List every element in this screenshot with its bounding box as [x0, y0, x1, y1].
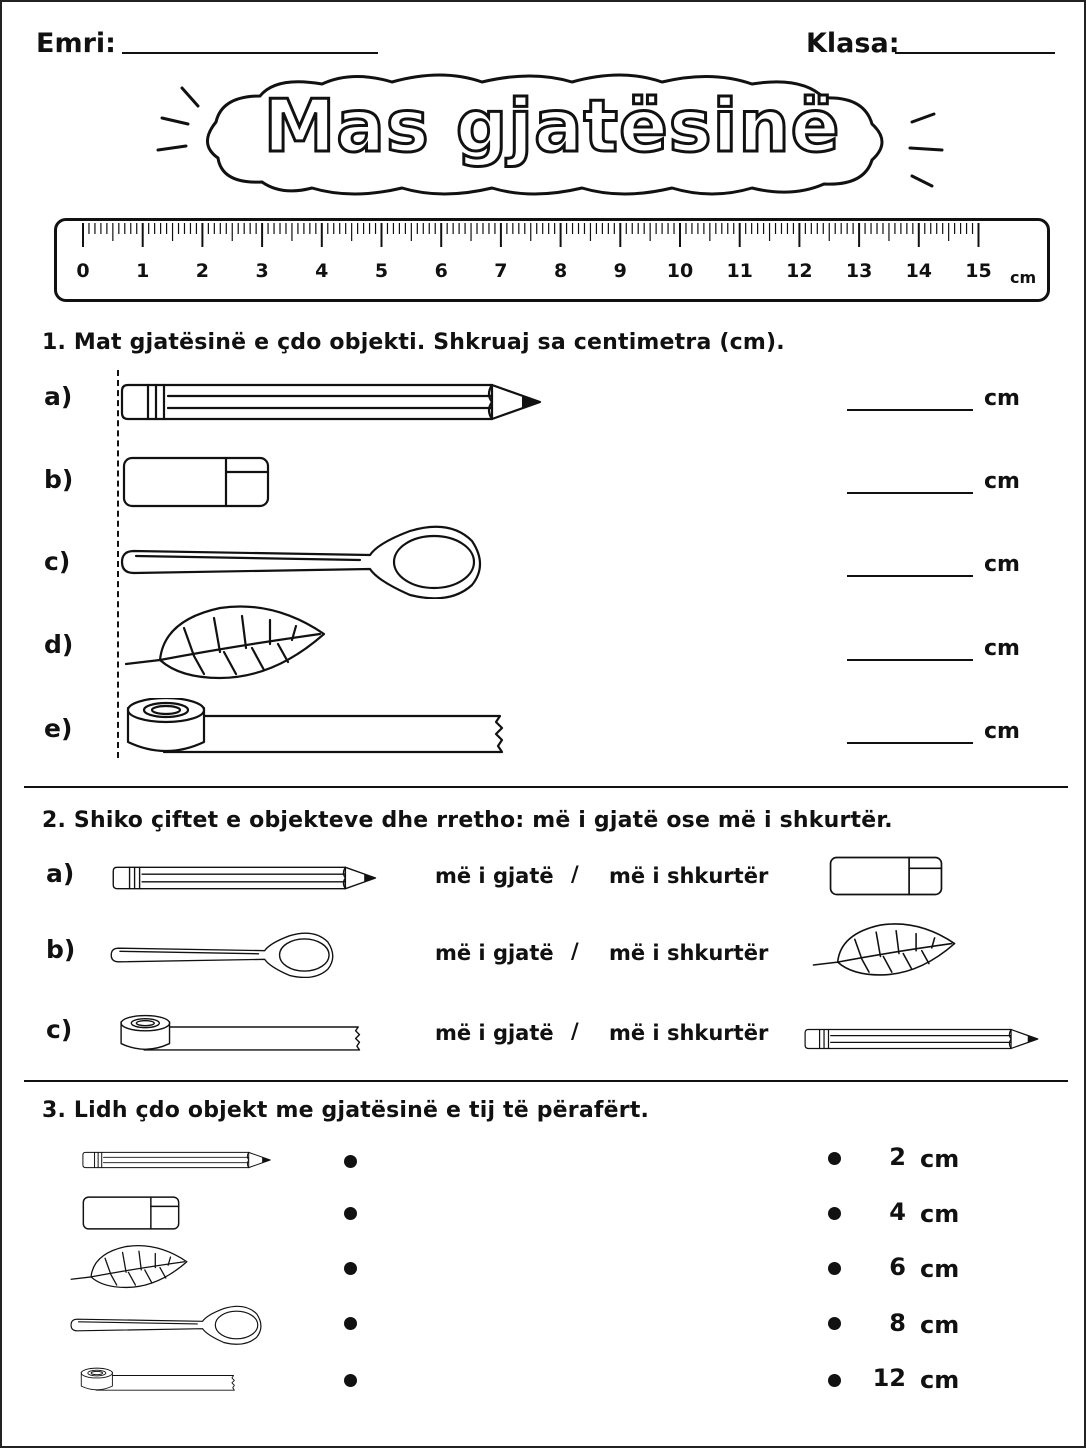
length-value: 12: [872, 1364, 906, 1392]
length-value: 6: [889, 1253, 906, 1281]
question-2-title: 2. Shiko çiftet e objekteve dhe rretho: më i gjatë ose më i shkurtër.: [42, 808, 893, 833]
q1-letter-d: d): [44, 630, 74, 659]
tape-icon: [116, 1006, 362, 1062]
q2-letter-b: b): [46, 935, 76, 964]
name-label: Emri:: [36, 28, 116, 59]
q1-unit-c: cm: [984, 552, 1020, 577]
length-unit: cm: [920, 1200, 960, 1228]
tape-icon: [78, 1357, 236, 1403]
choice-longer-b[interactable]: më i gjatë: [435, 941, 554, 965]
ruler-number: 7: [494, 260, 508, 282]
ruler-number: 15: [965, 260, 992, 282]
leaf-icon: [70, 1242, 188, 1292]
spoon-icon: [120, 525, 482, 599]
choice-longer-a[interactable]: më i gjatë: [435, 864, 554, 888]
object-dot[interactable]: [344, 1374, 357, 1387]
choice-longer-c[interactable]: më i gjatë: [435, 1021, 554, 1045]
ruler-number: 2: [195, 260, 209, 282]
choice-shorter-a[interactable]: më i shkurtër: [609, 864, 769, 888]
section-divider-1: [24, 786, 1068, 788]
page-title: Mas gjatësinë: [263, 84, 841, 168]
leaf-icon: [124, 602, 326, 684]
object-dot[interactable]: [344, 1262, 357, 1275]
object-dot[interactable]: [344, 1317, 357, 1330]
class-label: Klasa:: [806, 28, 900, 59]
spoon-icon: [110, 932, 334, 978]
answer-line-c[interactable]: [847, 575, 973, 577]
tape-icon: [120, 698, 506, 756]
answer-line-a[interactable]: [847, 409, 973, 411]
pencil-icon: [82, 1146, 272, 1174]
answer-line-d[interactable]: [847, 659, 973, 661]
ruler-number: 12: [786, 260, 813, 282]
ruler-unit: cm: [1010, 268, 1037, 287]
q2-letter-a: a): [46, 859, 75, 888]
q1-letter-a: a): [44, 382, 73, 411]
choice-slash-c: /: [571, 1019, 579, 1043]
length-dot[interactable]: [828, 1152, 841, 1165]
q1-letter-c: c): [44, 547, 71, 576]
ruler-number: 9: [613, 260, 627, 282]
choice-shorter-c[interactable]: më i shkurtër: [609, 1021, 769, 1045]
choice-slash-b: /: [571, 939, 579, 963]
q1-unit-d: cm: [984, 636, 1020, 661]
q2-letter-c: c): [46, 1015, 73, 1044]
ruler-number: 4: [315, 260, 329, 282]
ruler-ticks: [2, 2, 1086, 302]
leaf-icon: [812, 920, 956, 980]
length-unit: cm: [920, 1145, 960, 1173]
question-3-title: 3. Lidh çdo objekt me gjatësinë e tij të përafërt.: [42, 1098, 650, 1123]
ruler-number: 6: [434, 260, 448, 282]
section-divider-2: [24, 1080, 1068, 1082]
q1-unit-b: cm: [984, 469, 1020, 494]
question-1-title: 1. Mat gjatësinë e çdo objekti. Shkruaj sa centimetra (cm).: [42, 330, 785, 355]
ruler-number: 8: [553, 260, 568, 282]
length-unit: cm: [920, 1311, 960, 1339]
answer-line-b[interactable]: [847, 492, 973, 494]
length-dot[interactable]: [828, 1262, 841, 1275]
q1-letter-b: b): [44, 465, 74, 494]
length-dot[interactable]: [828, 1207, 841, 1220]
q1-unit-e: cm: [984, 719, 1020, 744]
object-dot[interactable]: [344, 1155, 357, 1168]
start-line: [117, 370, 119, 758]
length-dot[interactable]: [828, 1374, 841, 1387]
ruler-number: 3: [255, 260, 269, 282]
pencil-icon: [804, 1024, 1040, 1054]
ruler-number: 14: [905, 260, 933, 282]
length-unit: cm: [920, 1366, 960, 1394]
spoon-icon: [70, 1305, 262, 1345]
eraser-icon: [82, 1195, 180, 1231]
choice-slash-a: /: [571, 862, 579, 886]
length-value: 8: [889, 1309, 906, 1337]
pencil-icon: [112, 862, 378, 894]
length-unit: cm: [920, 1255, 960, 1283]
ruler-number: 1: [136, 260, 150, 282]
ruler-number: 11: [726, 260, 753, 282]
length-dot[interactable]: [828, 1317, 841, 1330]
q1-letter-e: e): [44, 714, 73, 743]
pencil-icon: [120, 382, 544, 422]
choice-shorter-b[interactable]: më i shkurtër: [609, 941, 769, 965]
ruler-number: 10: [666, 260, 694, 282]
ruler-number: 5: [374, 260, 389, 282]
ruler-number: 0: [76, 260, 90, 282]
object-dot[interactable]: [344, 1207, 357, 1220]
eraser-icon: [829, 854, 943, 898]
ruler-number: 13: [845, 260, 873, 282]
q1-unit-a: cm: [984, 386, 1020, 411]
eraser-icon: [122, 456, 270, 508]
length-value: 2: [889, 1143, 906, 1171]
answer-line-e[interactable]: [847, 742, 973, 744]
length-value: 4: [889, 1198, 906, 1226]
